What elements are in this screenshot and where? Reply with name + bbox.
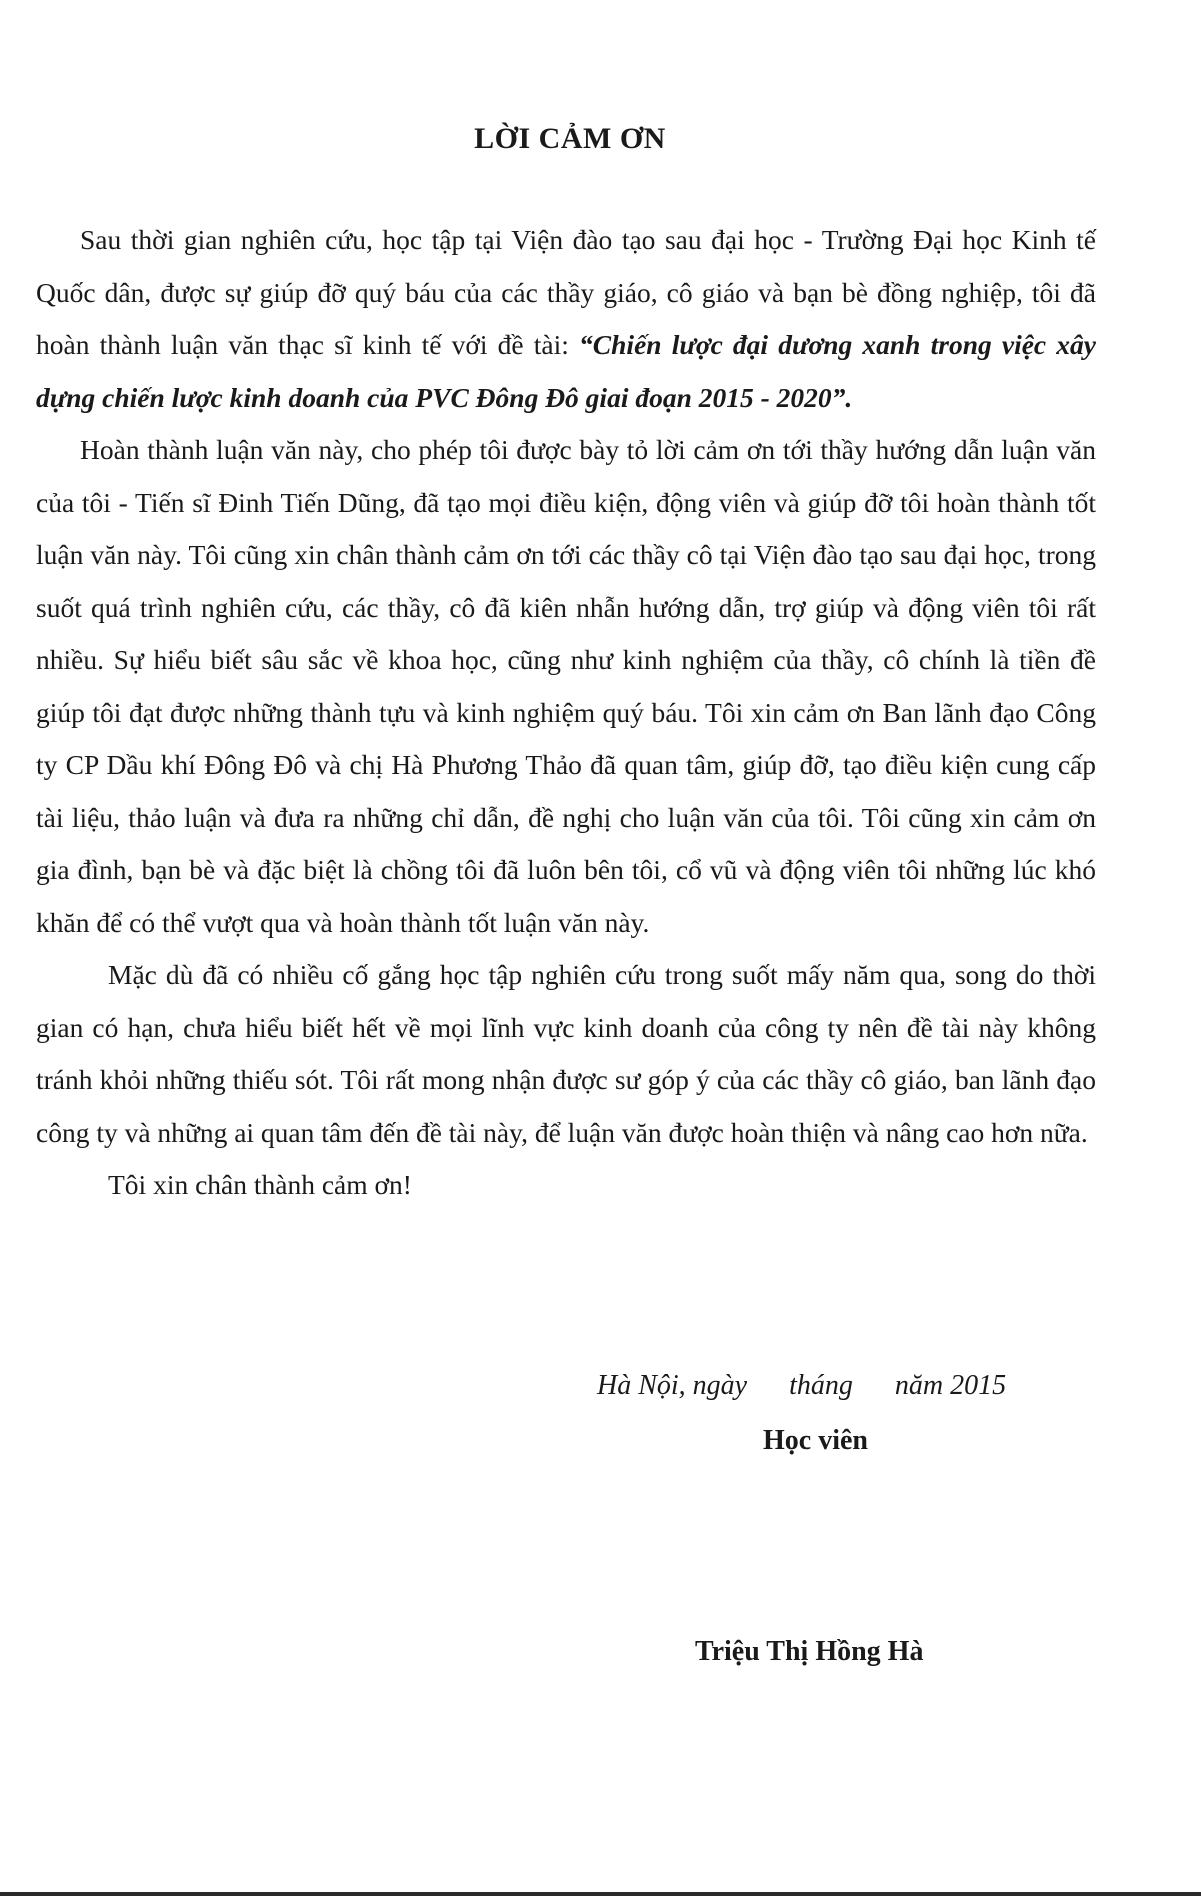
- paragraph-intro-text: Sau thời gian nghiên cứu, học tập tại Viện đào tạo sau đại học - Trường Đại học Kinh tế Quốc dân, được sự giúp đỡ quý báu của các thầy giáo, cô giáo và bạn bè đồng nghiệp, tôi đã hoàn thành luận văn thạc sĩ kinh tế với đề tài:: [36, 224, 1096, 360]
- signature-role: Học viên: [763, 1425, 868, 1456]
- paragraph-apology: Mặc dù đã có nhiều cố gắng học tập nghiên cứu trong suốt mấy năm qua, song do thời gian có hạn, chưa hiểu biết hết về mọi lĩnh vực kinh doanh của công ty nên đề tài này không tránh khỏi những thiếu sót. Tôi rất mong nhận được sư góp ý của các thầy cô giáo, ban lãnh đạo công ty và những ai quan tâm đến đề tài này, để luận văn được hoàn thiện và nâng cao hơn nữa.: [36, 959, 1096, 1148]
- paragraph-intro: [36, 214, 1096, 424]
- bottom-edge-line: [0, 1892, 1201, 1896]
- signature-date: Hà Nội, ngày tháng năm 2015: [597, 1370, 1007, 1401]
- paragraph-thanks-advisor: Hoàn thành luận văn này, cho phép tôi được bày tỏ lời cảm ơn tới thầy hướng dẫn luận văn của tôi - Tiến sĩ Đinh Tiến Dũng, đã tạo mọi điều kiện, động viên và giúp đỡ tôi hoàn thành tốt luận văn này. Tôi cũng xin chân thành cảm ơn tới các thầy cô tại Viện đào tạo sau đại học, trong suốt quá trình nghiên cứu, các thầy, cô đã kiên nhẫn hướng dẫn, trợ giúp và động viên tôi rất nhiều. Sự hiểu biết sâu sắc về khoa học, cũng như kinh nghiệm của thầy, cô chính là tiền đề giúp tôi đạt được những thành tựu và kinh nghiệm quý báu. Tôi xin cảm ơn Ban lãnh đạo Công ty CP Dầu khí Đông Đô và chị Hà Phương Thảo đã quan tâm, giúp đỡ, tạo điều kiện cung cấp tài liệu, thảo luận và đưa ra những chỉ dẫn, đề nghị cho luận văn của tôi. Tôi cũng xin cảm ơn gia đình, bạn bè và đặc biệt là chồng tôi đã luôn bên tôi, cổ vũ và động viên tôi những lúc khó khăn để có thể vượt qua và hoàn thành tốt luận văn này.: [36, 434, 1096, 938]
- signature-name: Triệu Thị Hồng Hà: [695, 1636, 924, 1667]
- thesis-title: “Chiến lược đại dương xanh trong việc xây dựng chiến lược kinh doanh của PVC Đông Đô giai đoạn 2015 - 2020”.: [36, 329, 1096, 413]
- paragraph-closing: Tôi xin chân thành cảm ơn!: [108, 1169, 412, 1200]
- document-body: [36, 214, 1096, 1212]
- page-title: LỜI CẢM ƠN: [474, 122, 666, 155]
